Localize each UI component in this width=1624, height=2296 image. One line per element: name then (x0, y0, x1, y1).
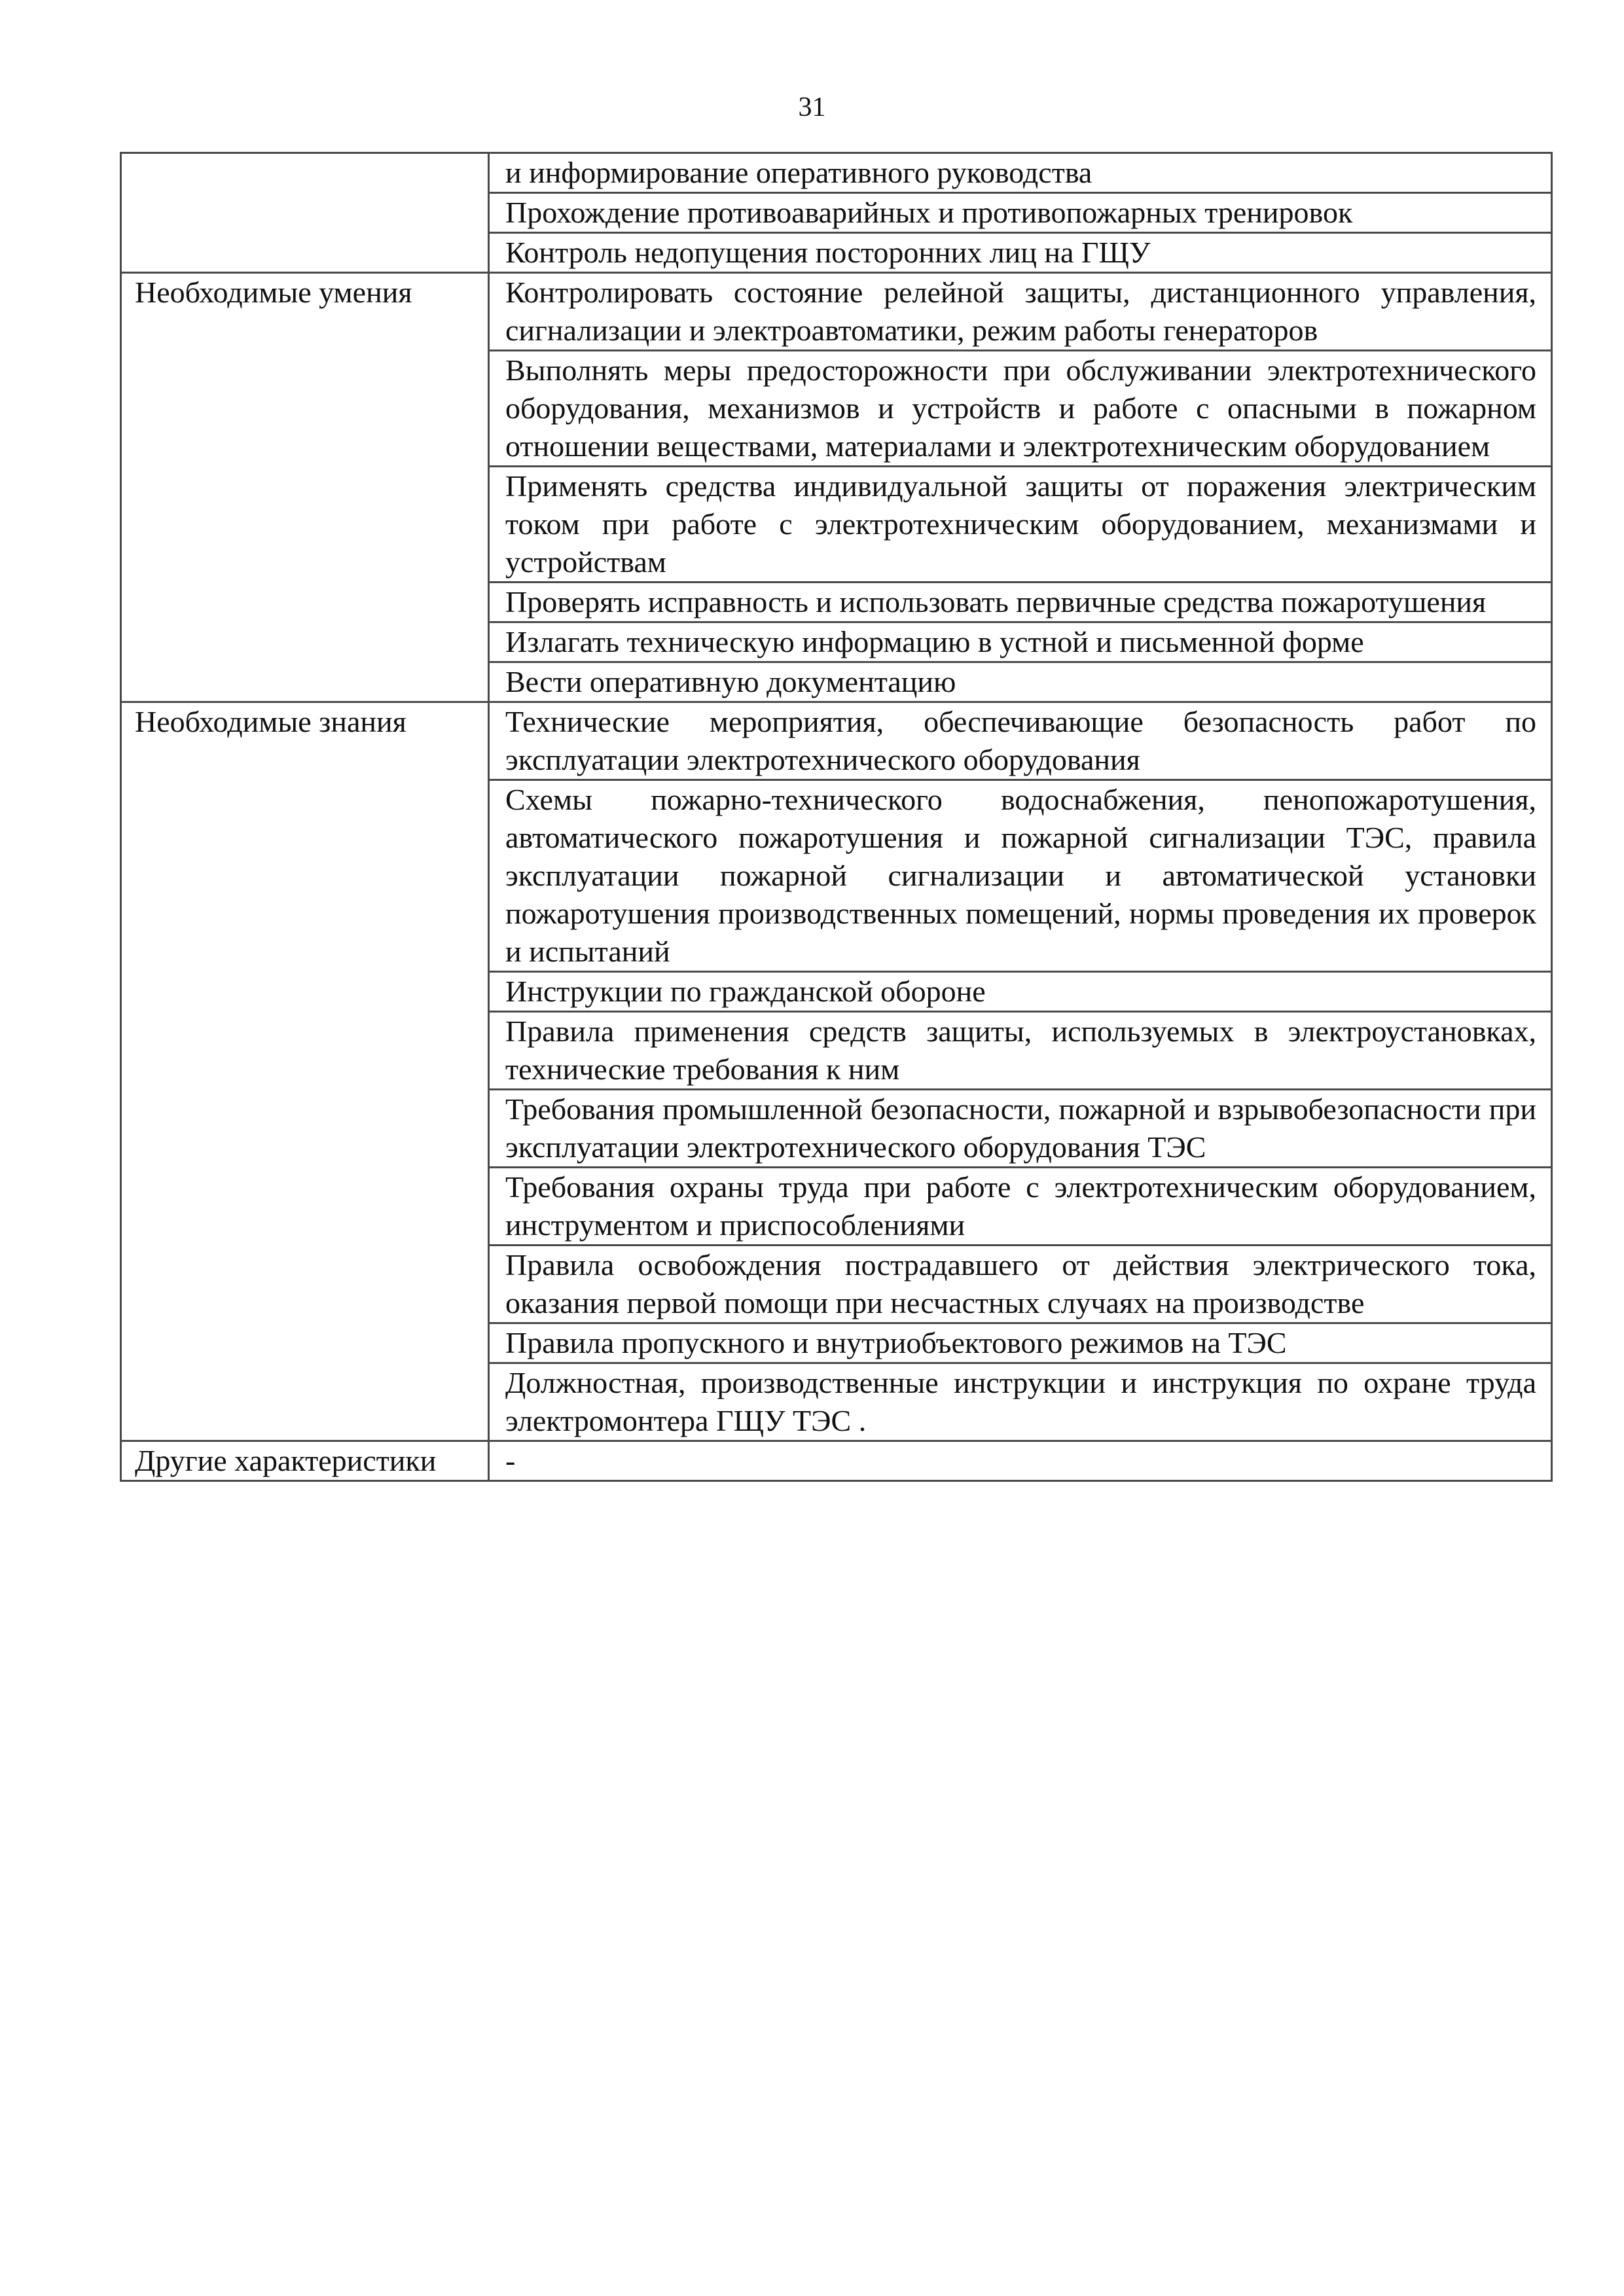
job-description-table (120, 152, 1553, 1482)
other-label: Другие характеристики (121, 1441, 489, 1481)
knowledge-item: Правила пропускного и внутриобъектового режимов на ТЭС (489, 1323, 1552, 1363)
skill-item: Выполнять меры предосторожности при обслуживании электротехнического оборудования, механизмов и устройств и работе с опасными в пожарном отношении веществами, материалами и электротехническим оборудованием (489, 351, 1552, 467)
knowledge-item: Технические мероприятия, обеспечивающие безопасность работ по эксплуатации электротехнического оборудования (489, 702, 1552, 780)
skill-item: Излагать техническую информацию в устной и письменной форме (489, 622, 1552, 662)
page-number: 31 (798, 92, 826, 122)
table-row (121, 153, 1552, 193)
knowledge-label: Необходимые знания (121, 702, 489, 1441)
skill-item: Проверять исправность и использовать первичные средства пожаротушения (489, 583, 1552, 622)
knowledge-item: Инструкции по гражданской обороне (489, 972, 1552, 1012)
continued-item: Контроль недопущения посторонних лиц на ГЩУ (489, 233, 1552, 273)
table-row (121, 1441, 1552, 1481)
knowledge-item: Требования промышленной безопасности, пожарной и взрывобезопасности при эксплуатации электротехнического оборудования ТЭС (489, 1090, 1552, 1168)
other-value: - (489, 1441, 1552, 1481)
table-row (121, 273, 1552, 351)
skill-item: Вести оперативную документацию (489, 662, 1552, 702)
table-row (121, 702, 1552, 780)
skill-item: Применять средства индивидуальной защиты от поражения электрическим током при работе с электротехническим оборудованием, механизмами и устройствам (489, 467, 1552, 583)
continued-item: и информирование оперативного руководства (489, 153, 1552, 193)
skills-label: Необходимые умения (121, 273, 489, 702)
skill-item: Контролировать состояние релейной защиты, дистанционного управления, сигнализации и электроавтоматики, режим работы генераторов (489, 273, 1552, 351)
continued-item: Прохождение противоаварийных и противопожарных тренировок (489, 193, 1552, 233)
continued-label-cell (121, 153, 489, 273)
knowledge-item: Схемы пожарно-технического водоснабжения, пенопожаротушения, автоматического пожаротушения и пожарной сигнализации ТЭС, правила эксплуатации пожарной сигнализации и автоматической установки пожаротушения производственных помещений, нормы проведения их проверок и испытаний (489, 780, 1552, 972)
knowledge-item: Требования охраны труда при работе с электротехническим оборудованием, инструментом и приспособлениями (489, 1168, 1552, 1246)
knowledge-item: Правила применения средств защиты, используемых в электроустановках, технические требования к ним (489, 1012, 1552, 1090)
knowledge-item: Должностная, производственные инструкции и инструкция по охране труда электромонтера ГЩУ ТЭС . (489, 1363, 1552, 1441)
knowledge-item: Правила освобождения пострадавшего от действия электрического тока, оказания первой помощи при несчастных случаях на производстве (489, 1246, 1552, 1323)
